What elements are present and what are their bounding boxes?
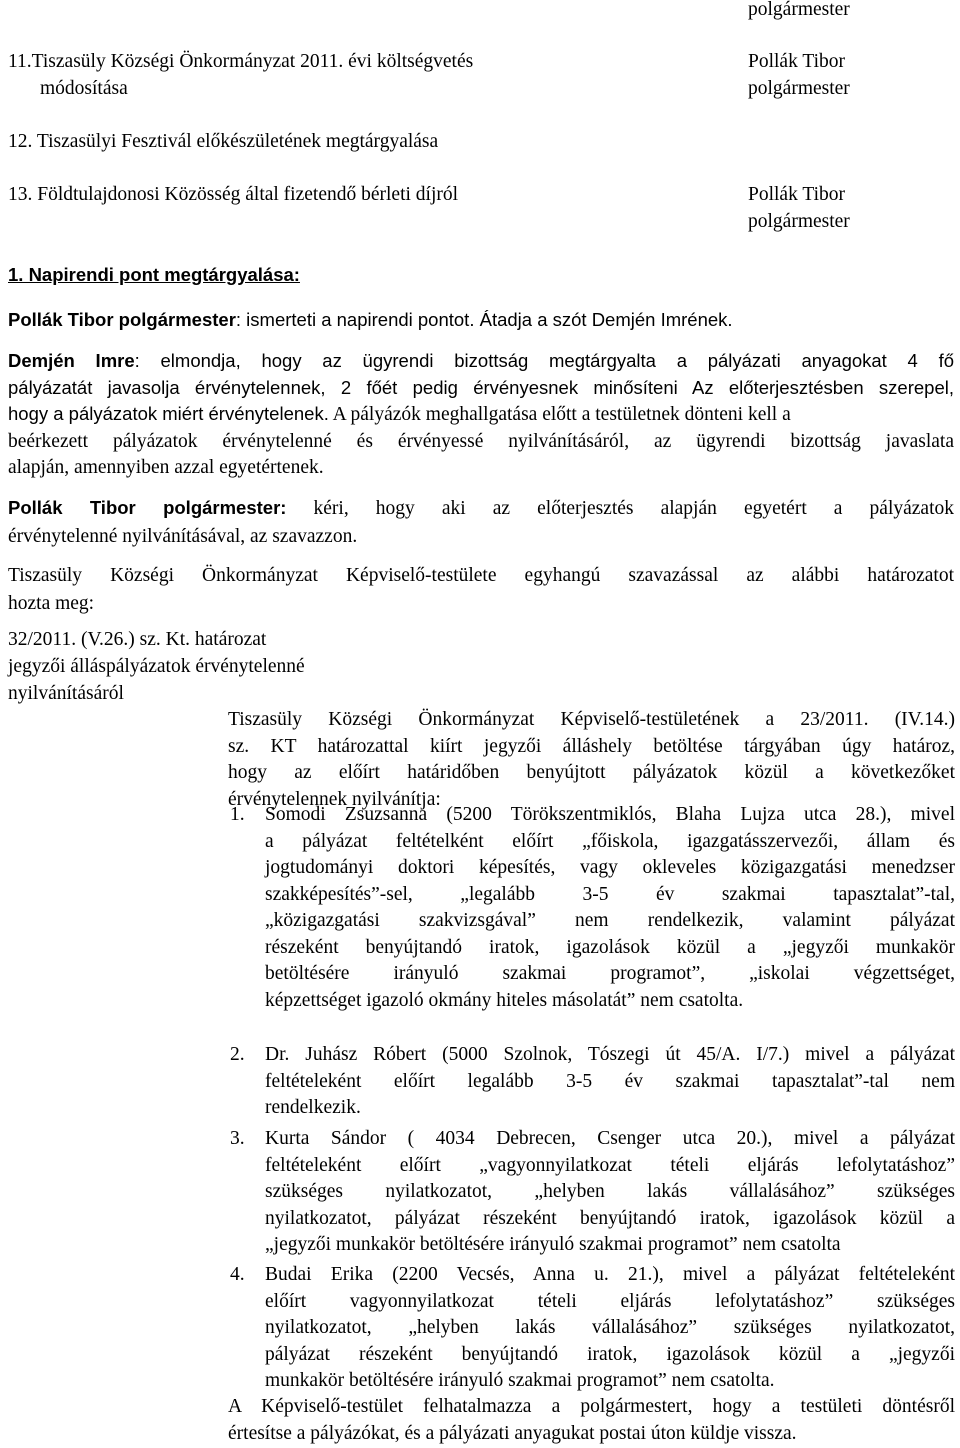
paragraph-2-line-2: pályázatát javasolja érvénytelennek, 2 főét pedig érvényesnek minősíteni Az előterjesztésben szerepel, [8,376,954,398]
paragraph-3-line-2: érvénytelenné nyilvánításával, az szavazzon. [8,526,358,547]
speaker-pollak: Pollák Tibor polgármester [8,309,236,330]
closing-line-1: A Képviselő-testület felhatalmazza a polgármestert, hogy a testületi döntésről [228,1396,955,1417]
resolution-subject-line1: jegyzői álláspályázatok érvénytelenné [8,656,305,677]
paragraph-4-line-1: Tiszasüly Községi Önkormányzat Képviselő-testülete egyhangú szavazással az alábbi határozatot [8,565,954,586]
agenda-item-11-role: polgármester [748,78,850,99]
closing-line-2: értesítse a pályázókat, és a pályázati anyagukat postai úton küldje vissza. [228,1422,797,1444]
agenda-item-12: 12. Tiszasülyi Fesztivál előkészületének megtárgyalása [8,131,439,152]
agenda-item-11-line1: 11.Tiszasüly Községi Önkormányzat 2011. évi költségvetés [8,51,474,72]
paragraph-3 [8,494,954,551]
item-3-number: 3. [230,1128,245,1149]
paragraph-2 [8,348,954,482]
agenda-role-top: polgármester [748,0,850,20]
item-3-text: Kurta Sándor ( 4034 Debrecen, Csenger utca 20.), mivel a pályázat feltételeként előírt „vagyonnyilatkozat tételi eljárás lefolytatáshoz” szükséges nyilatkozatot, „helyben lakás vállalásához” szükséges nyilatkozatot, pályázat részeként benyújtandó iratok, igazolások közül a „jegyzői munkakör betöltésére irányuló szakmai programot” nem csatolta [265,1128,955,1255]
agenda-item-13: 13. Földtulajdonosi Közösség által fizetendő bérleti díjról [8,184,459,205]
item-2-number: 2. [230,1044,245,1065]
speaker-demjen: Demjén Imre [8,350,135,371]
resolution-subject-line2: nyilvánításáról [8,683,124,704]
speaker-pollak-2: Pollák Tibor polgármester: [8,497,287,518]
agenda-item-13-role: polgármester [748,211,850,232]
resolution-intro-line-4: érvénytelennek nyilvánítja: [228,788,441,810]
resolution-intro-line-3: hogy az előírt határidőben benyújtott pályázatok közül a következőket [228,762,955,783]
paragraph-2-line-3: hogy a pályázatok miért érvénytelenek. A pályázók meghallgatása előtt a testületnek dönteni kell a [8,403,791,425]
resolution-number: 32/2011. (V.26.) sz. Kt. határozat [8,629,267,650]
paragraph-2-line-4: beérkezett pályázatok érvénytelenné és érvényessé nyilvánításáról, az ügyrendi bizottság javaslata [8,430,954,452]
item-1-text: Somodi Zsuzsanna (5200 Törökszentmiklós, Blaha Lujza utca 28.), mivel a pályázat feltételként előírt „főiskola, igazgatásszervezői, állam és jogtudományi doktori képesítés, vagy okleveles közigazgatási menedzser szakképesítés”-sel, „legalább 3-5 év szakmai tapasztalat”-tal, „közigazgatási szakvizsgával” nem rendelkezik, valamint pályázat részeként benyújtandó iratok, igazolások közül a „jegyzői munkakör betöltésére irányuló szakmai programot”, „iskolai végzettséget, képzettséget igazoló okmány hiteles másolatát” nem csatolta. [265,804,955,1011]
paragraph-2-line-5: alapján, amennyiben azzal egyetértenek. [8,457,324,478]
resolution-closing [228,1394,955,1447]
resolution-intro [228,707,955,813]
paragraph-1-text: : ismerteti a napirendi pontot. Átadja a szót Demjén Imrének. [235,309,733,330]
resolution-intro-line-2: sz. KT határozattal kiírt jegyzői álláshely betöltése tárgyában úgy határoz, [228,735,955,757]
agenda-item-13-presenter: Pollák Tibor [748,184,845,205]
item-1-number: 1. [230,804,245,825]
paragraph-3-line-1: Pollák Tibor polgármester: kéri, hogy aki az előterjesztés alapján egyetért a pályázatok [8,497,954,519]
paragraph-4-line-2: hozta meg: [8,593,95,614]
paragraph-4 [8,562,954,618]
agenda-item-11-presenter: Pollák Tibor [748,51,845,72]
paragraph-2-line-1: Demjén Imre: elmondja, hogy az ügyrendi bizottság megtárgyalta a pályázati anyagokat 4 fő [8,350,954,371]
agenda-item-11-line2: módosítása [40,78,128,99]
item-4-number: 4. [230,1264,245,1285]
paragraph-1 [8,307,733,333]
item-2-text: Dr. Juhász Róbert (5000 Szolnok, Tószegi út 45/A. I/7.) mivel a pályázat feltételeként előírt legalább 3-5 év szakmai tapasztalat”-tal nem rendelkezik. [265,1044,955,1118]
section-heading: 1. Napirendi pont megtárgyalása: [8,264,300,285]
resolution-intro-line-1: Tiszasüly Községi Önkormányzat Képviselő-testületének a 23/2011. (IV.14.) [228,709,955,730]
item-4-text: Budai Erika (2200 Vecsés, Anna u. 21.), mivel a pályázat feltételeként előírt vagyonnyilatkozat tételi eljárás lefolytatáshoz” szükséges nyilatkozatot, „helyben lakás vállalásához” szükséges nyilatkozatot, pályázat részeként benyújtandó iratok, igazolások közül a „jegyzői munkakör betöltésére irányuló szakmai programot” nem csatolta. [265,1264,955,1391]
